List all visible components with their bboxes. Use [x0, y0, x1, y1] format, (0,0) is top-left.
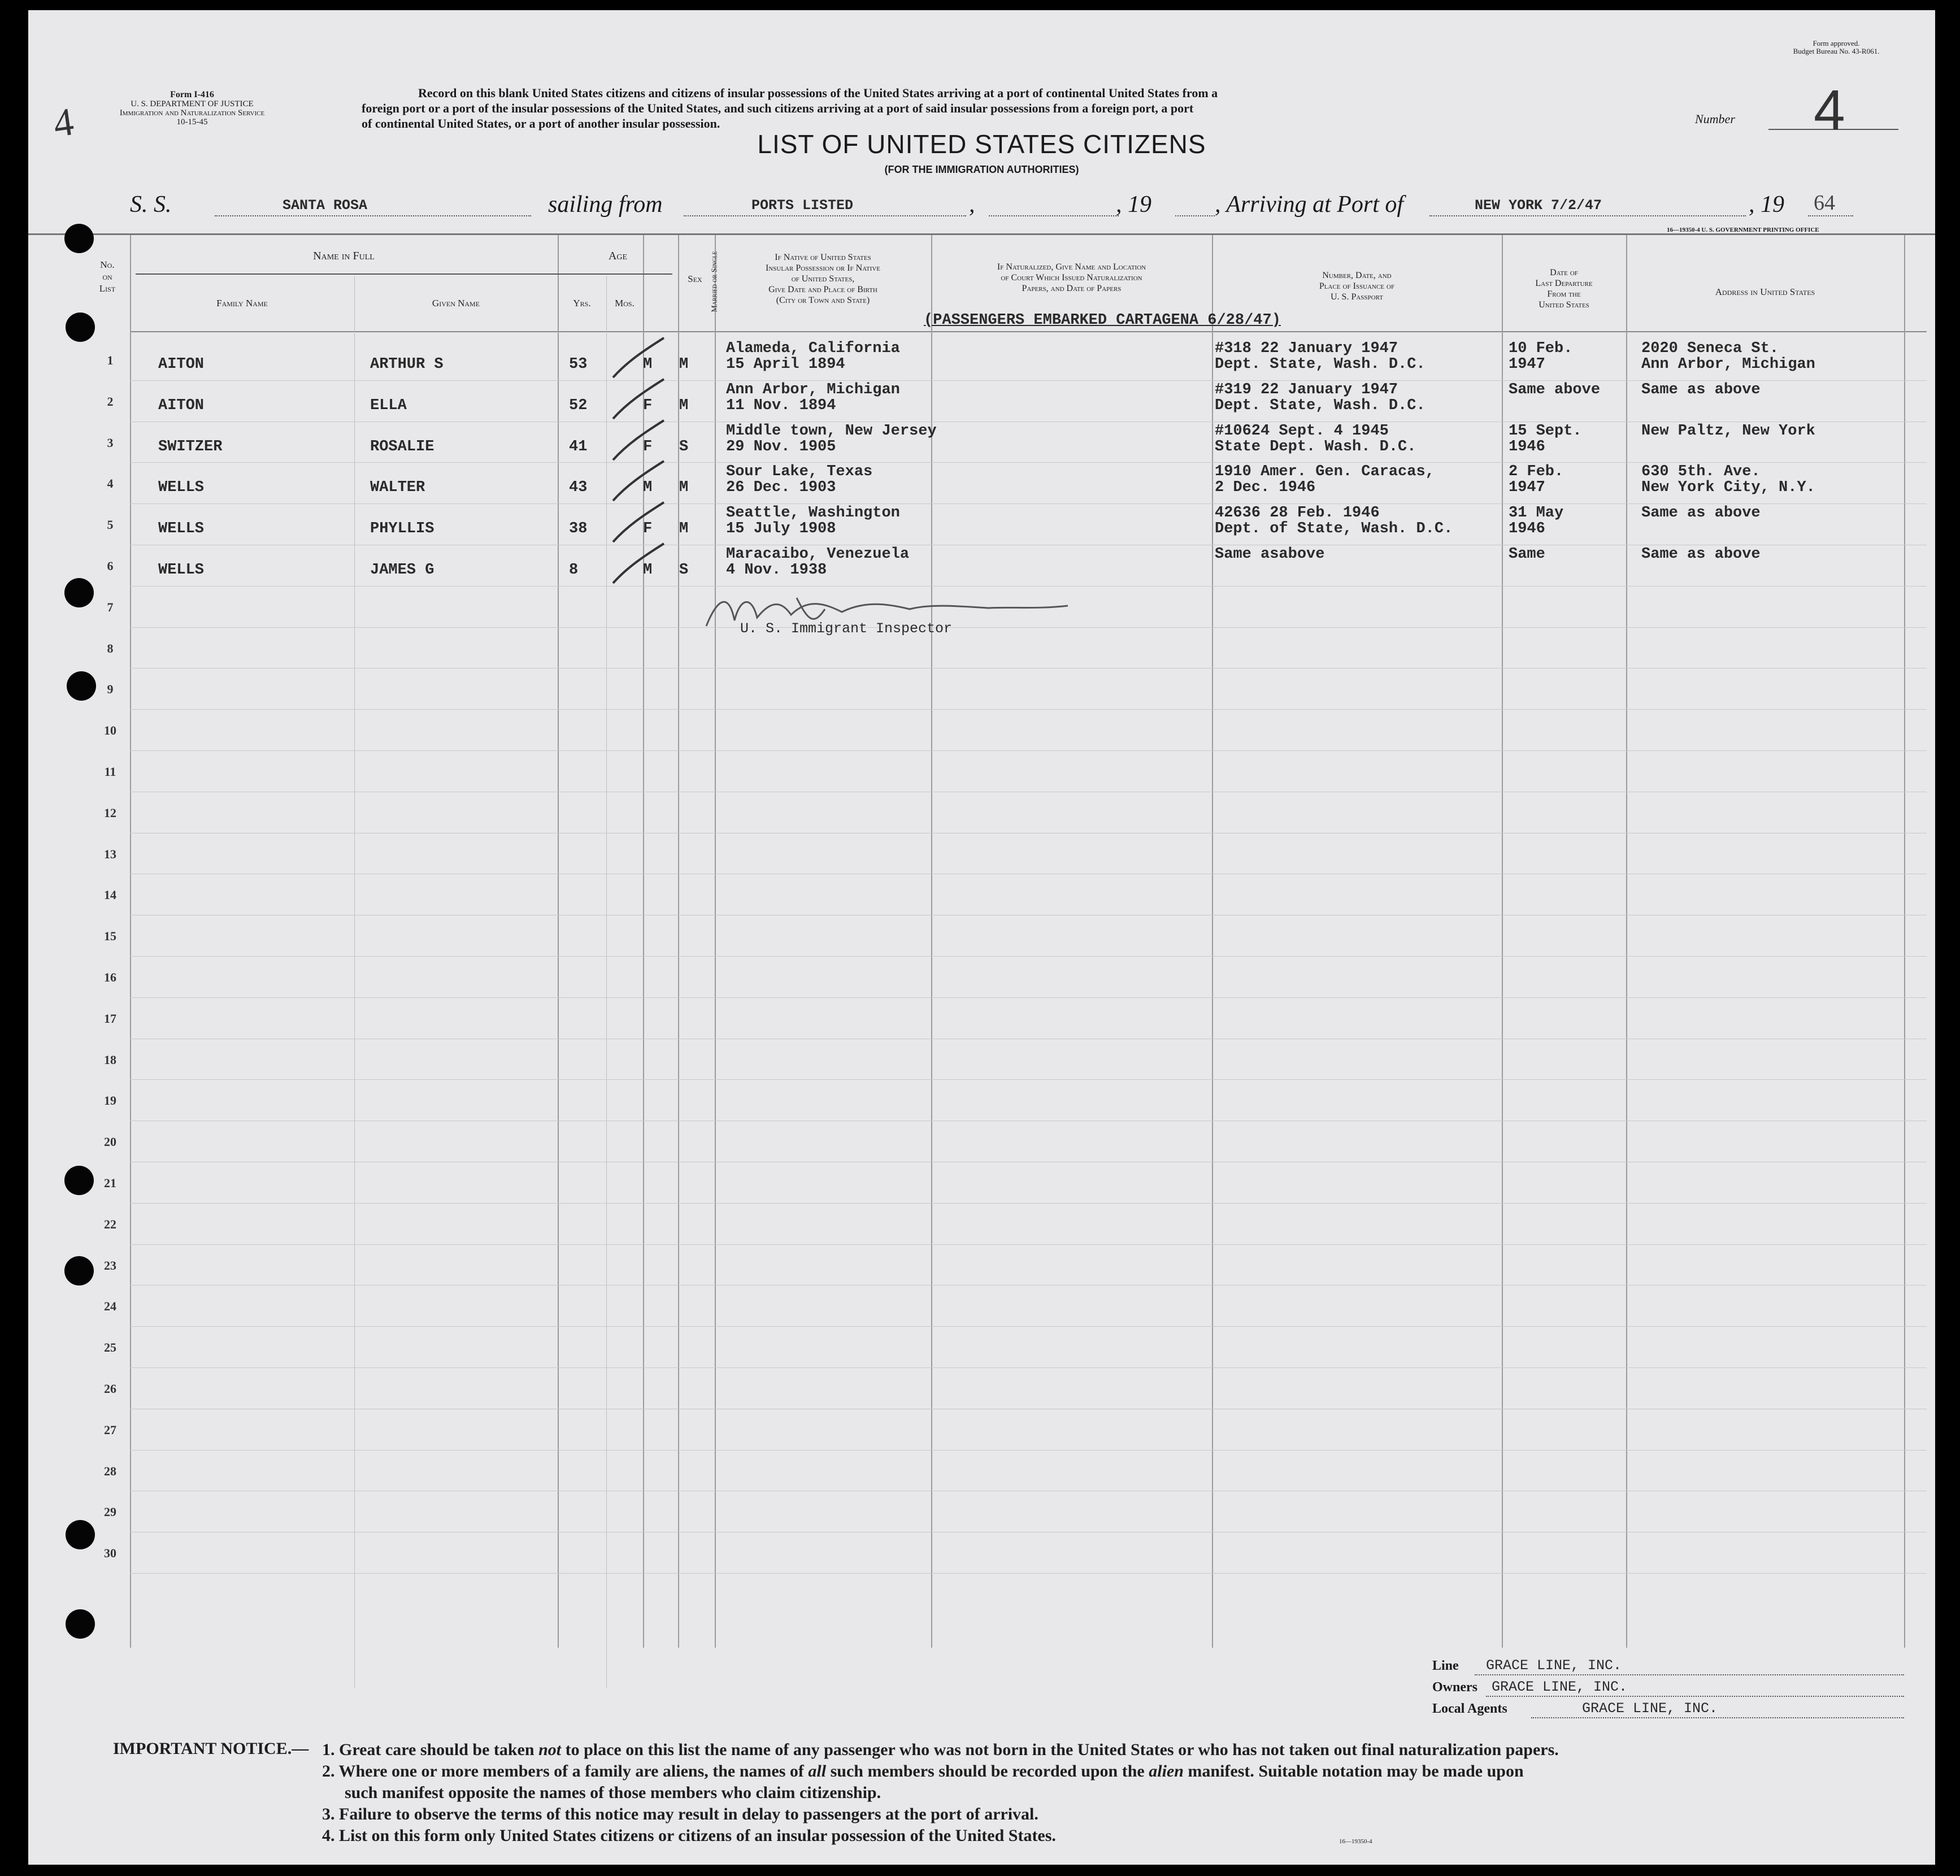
passenger-passport-number: #10624 Sept. 4 1945 — [1215, 422, 1389, 440]
year-fill-1 — [1175, 194, 1215, 216]
passenger-departure-date: Same above — [1509, 381, 1601, 398]
col-rule-native — [931, 235, 932, 1648]
passenger-passport-issuance: 2 Dec. 1946 — [1215, 479, 1316, 497]
passenger-birthdate: 15 July 1908 — [726, 520, 836, 538]
passenger-birthdate: 29 Nov. 1905 — [726, 438, 836, 455]
passenger-departure-date: 31 May — [1509, 505, 1564, 522]
header-nat-line-1: If Naturalized, Give Name and Location — [997, 262, 1146, 272]
header-no-line-1: No. — [100, 259, 115, 270]
ss-label: S. S. — [130, 192, 172, 218]
notice-item-2-cont: such manifest opposite the names of those members who claim citizenship. — [345, 1783, 881, 1802]
passenger-address-line-2: New York City, N.Y. — [1641, 479, 1815, 497]
row-number: 3 — [107, 435, 114, 450]
header-native-line-3: of United States, — [791, 274, 855, 284]
passenger-departure-year: 1946 — [1509, 438, 1545, 455]
row-number: 14 — [104, 888, 116, 902]
row-number: 13 — [104, 846, 116, 861]
passenger-sex: F — [643, 520, 653, 538]
row-number: 19 — [104, 1093, 116, 1108]
passenger-age-years: 8 — [569, 562, 579, 579]
year-suffix: 64 — [1814, 191, 1835, 215]
intro-text — [362, 85, 1650, 131]
comma-1: , — [969, 192, 975, 218]
passenger-departure-year: 1947 — [1509, 356, 1545, 373]
header-age: Age — [608, 250, 628, 262]
header-passport-line-2: Place of Issuance of — [1319, 281, 1395, 291]
header-mos: Mos. — [615, 298, 634, 309]
passenger-family-name: AITON — [158, 397, 205, 414]
row-number: 11 — [104, 765, 116, 779]
intro-line-3: of continental United States, or a port of another insular possession. — [362, 116, 720, 131]
page-subtitle: (FOR THE IMMIGRATION AUTHORITIES) — [884, 164, 1079, 175]
header-given-name: Given Name — [432, 298, 480, 309]
passenger-address-line-1: Same as above — [1641, 546, 1761, 563]
passenger-sex: M — [643, 562, 653, 579]
passenger-marital-status: M — [679, 397, 689, 414]
notice-heading: IMPORTANT NOTICE.— — [113, 1739, 309, 1758]
row-rule — [130, 1573, 1927, 1574]
arriving-label: , Arriving at Port of — [1215, 192, 1404, 218]
binder-hole — [64, 1256, 94, 1286]
notice-item-2 — [322, 1761, 1559, 1782]
row-number: 23 — [104, 1258, 116, 1273]
row-rule — [130, 1450, 1927, 1451]
passenger-passport-issuance: Dept. of State, Wash. D.C. — [1215, 520, 1453, 538]
date-fill-1 — [989, 194, 1119, 216]
passenger-departure-year: 1947 — [1509, 479, 1545, 497]
header-dep-line-1: Date of — [1550, 268, 1578, 277]
notice-2c: such members should be recorded upon the — [826, 1762, 1149, 1781]
passenger-family-name: WELLS — [158, 479, 205, 497]
col-rule-passport — [1502, 235, 1503, 1648]
passenger-departure-date: 10 Feb. — [1509, 340, 1573, 357]
passenger-given-name: ELLA — [370, 397, 407, 414]
notice-item-1 — [322, 1739, 1559, 1761]
row-number: 16 — [104, 970, 116, 984]
header-passport-line-1: Number, Date, and — [1322, 271, 1392, 280]
header-naturalized — [931, 262, 1212, 294]
row-number: 6 — [107, 559, 114, 573]
year-prefix-2: , 19 — [1749, 192, 1784, 218]
passenger-departure-date: Same — [1509, 546, 1545, 563]
row-rule — [130, 997, 1927, 998]
passenger-marital-status: S — [679, 438, 689, 455]
owners-value: GRACE LINE, INC. — [1492, 1679, 1628, 1695]
passenger-family-name: SWITZER — [158, 438, 223, 455]
passenger-age-years: 53 — [569, 356, 588, 373]
row-number: 15 — [104, 929, 116, 944]
tally-stroke — [605, 539, 672, 590]
header-departure — [1502, 267, 1626, 310]
passenger-address-line-1: New Paltz, New York — [1641, 422, 1815, 440]
passenger-birthplace: Ann Arbor, Michigan — [726, 381, 900, 398]
header-native-line-1: If Native of United States — [775, 253, 871, 262]
owners-label: Owners — [1432, 1680, 1477, 1695]
row-rule — [130, 1079, 1927, 1080]
passenger-birthplace: Maracaibo, Venezuela — [726, 546, 910, 563]
notice-2a: 2. Where one or more members of a family are aliens, the names of — [322, 1762, 809, 1781]
row-rule — [130, 709, 1927, 710]
row-number: 21 — [104, 1176, 116, 1190]
passenger-birthdate: 26 Dec. 1903 — [726, 479, 836, 497]
intro-line-2: foreign port or a port of the insular possessions of the United States, and such citizens arriving at a port of said insular possessions from a foreign port, a port — [362, 101, 1194, 115]
binder-hole — [64, 224, 94, 253]
passenger-sex: M — [643, 356, 653, 373]
form-department: U. S. DEPARTMENT OF JUSTICE — [131, 99, 254, 108]
notice-1c: to place on this list the name of any passenger who was not born in the United States or who has not taken out final naturalization papers. — [561, 1740, 1559, 1759]
header-married-single: Married or Single — [710, 251, 719, 312]
header-no-on-list — [85, 259, 130, 294]
row-number: 8 — [107, 641, 114, 655]
binder-hole — [67, 671, 96, 701]
passenger-age-years: 41 — [569, 438, 588, 455]
number-value: 4 — [1814, 79, 1845, 142]
embark-note: (PASSENGERS EMBARKED CARTAGENA 6/28/47) — [924, 312, 1281, 329]
notice-item-3: 3. Failure to observe the terms of this notice may result in delay to passengers at the port of arrival. — [322, 1805, 1038, 1823]
agents-label: Local Agents — [1432, 1701, 1507, 1716]
header-dep-line-4: United States — [1539, 300, 1589, 310]
passenger-birthplace: Alameda, California — [726, 340, 900, 357]
passenger-age-years: 38 — [569, 520, 588, 538]
row-number: 26 — [104, 1382, 116, 1396]
passenger-sex: M — [643, 479, 653, 497]
page-title: LIST OF UNITED STATES CITIZENS — [757, 129, 1206, 159]
col-rule-family — [354, 276, 355, 1688]
approval-line-2: Budget Bureau No. 43-R061. — [1793, 47, 1880, 55]
approval-line-1: Form approved. — [1813, 39, 1860, 47]
passenger-marital-status: M — [679, 520, 689, 538]
header-dep-line-2: Last Departure — [1535, 279, 1593, 288]
notice-2e: manifest. Suitable notation may be made upon — [1183, 1762, 1524, 1781]
passenger-birthdate: 11 Nov. 1894 — [726, 397, 836, 414]
footer-code: 16—19350-4 — [1339, 1838, 1372, 1845]
header-native-line-5: (City or Town and State) — [776, 296, 870, 305]
line-value: GRACE LINE, INC. — [1486, 1657, 1622, 1674]
passenger-given-name: ARTHUR S — [370, 356, 444, 373]
binder-hole — [66, 1520, 95, 1549]
row-number: 30 — [104, 1546, 116, 1561]
passenger-address-line-1: Same as above — [1641, 381, 1761, 398]
passenger-given-name: PHYLLIS — [370, 520, 434, 538]
binder-hole — [64, 578, 94, 607]
form-service: Immigration and Naturalization Service — [119, 108, 265, 118]
row-number: 27 — [104, 1422, 116, 1437]
ship-fill — [215, 194, 531, 216]
passenger-marital-status: M — [679, 479, 689, 497]
header-name-rule — [136, 273, 672, 275]
year-fill-2 — [1808, 191, 1853, 216]
passenger-passport-number: 42636 28 Feb. 1946 — [1215, 505, 1380, 522]
passenger-passport-issuance: Dept. State, Wash. D.C. — [1215, 356, 1426, 373]
header-no-line-3: List — [99, 283, 116, 294]
row-rule — [130, 956, 1927, 957]
col-rule-given — [558, 235, 559, 1648]
passenger-birthplace: Seattle, Washington — [726, 505, 900, 522]
row-number: 29 — [104, 1505, 116, 1519]
passenger-given-name: JAMES G — [370, 562, 434, 579]
passenger-age-years: 43 — [569, 479, 588, 497]
row-number: 18 — [104, 1052, 116, 1067]
row-rule — [130, 1285, 1927, 1286]
passenger-passport-issuance: State Dept. Wash. D.C. — [1215, 438, 1416, 455]
passenger-passport-number: #318 22 January 1947 — [1215, 340, 1398, 357]
passenger-passport-issuance: Dept. State, Wash. D.C. — [1215, 397, 1426, 414]
row-number: 5 — [107, 518, 114, 532]
row-rule — [130, 1203, 1927, 1204]
row-rule — [130, 750, 1927, 751]
passenger-given-name: WALTER — [370, 479, 425, 497]
passenger-birthplace: Sour Lake, Texas — [726, 463, 873, 481]
header-yrs: Yrs. — [573, 298, 591, 309]
row-number: 28 — [104, 1464, 116, 1478]
passenger-address-line-1: 2020 Seneca St. — [1641, 340, 1779, 357]
binder-hole — [64, 1166, 94, 1195]
agents-value: GRACE LINE, INC. — [1582, 1700, 1718, 1717]
approval-block — [1740, 40, 1932, 55]
ship-name: SANTA ROSA — [283, 197, 368, 214]
header-family-name: Family Name — [216, 298, 268, 309]
notice-2d: alien — [1149, 1762, 1184, 1781]
passenger-departure-date: 2 Feb. — [1509, 463, 1564, 481]
printer-mark: 16—19350-4 U. S. GOVERNMENT PRINTING OFFICE — [1667, 227, 1819, 233]
row-number: 22 — [104, 1217, 116, 1231]
header-dep-line-3: From the — [1547, 289, 1581, 299]
header-native-line-2: Insular Possession or If Native — [766, 263, 880, 273]
passenger-birthdate: 15 April 1894 — [726, 356, 845, 373]
col-rule-naturalized — [1212, 235, 1213, 1648]
form-date: 10-15-45 — [176, 118, 208, 127]
passenger-passport-number: 1910 Amer. Gen. Caracas, — [1215, 463, 1435, 481]
number-label: Number — [1695, 112, 1735, 126]
header-nat-line-2: of Court Which Issued Naturalization — [1001, 273, 1142, 283]
agents-fill — [1531, 1700, 1904, 1718]
passenger-sex: F — [643, 397, 653, 414]
passenger-departure-year: 1946 — [1509, 520, 1545, 538]
binder-hole — [66, 312, 95, 342]
notice-1b: not — [538, 1740, 562, 1759]
passenger-given-name: ROSALIE — [370, 438, 434, 455]
form-number: Form I-416 — [170, 90, 214, 99]
row-number: 10 — [104, 723, 116, 738]
passenger-departure-date: 15 Sept. — [1509, 422, 1582, 440]
passenger-family-name: WELLS — [158, 520, 205, 538]
sailing-from-label: sailing from — [548, 192, 663, 218]
form-block — [107, 90, 277, 127]
from-fill — [684, 194, 966, 216]
margin-handwritten-mark: 4 — [50, 99, 77, 146]
col-rule-departure — [1626, 235, 1627, 1648]
header-no-line-2: on — [102, 271, 112, 282]
owners-fill — [1486, 1679, 1904, 1697]
row-rule — [130, 503, 1927, 504]
row-number: 1 — [107, 353, 114, 367]
line-label: Line — [1432, 1658, 1459, 1673]
intro-line-1: Record on this blank United States citizens and citizens of insular possessions of the United States arriving at a port of continental United States from a — [418, 86, 1218, 100]
from-port: PORTS LISTED — [751, 197, 854, 214]
header-native — [715, 252, 931, 306]
year-prefix-1: , 19 — [1116, 192, 1151, 218]
header-passport — [1212, 270, 1502, 302]
col-rule-address — [1904, 235, 1905, 1648]
passenger-birthdate: 4 Nov. 1938 — [726, 562, 827, 579]
manifest-sheet — [28, 10, 1935, 1865]
arrival-port: NEW YORK 7/2/47 — [1475, 197, 1602, 214]
port-fill — [1429, 194, 1746, 216]
passenger-passport-number: Same asabove — [1215, 546, 1325, 563]
passenger-marital-status: M — [679, 356, 689, 373]
passenger-sex: F — [643, 438, 653, 455]
row-number: 4 — [107, 476, 114, 491]
row-rule — [130, 1367, 1927, 1368]
header-nat-line-3: Papers, and Date of Papers — [1022, 284, 1122, 293]
passenger-address-line-1: Same as above — [1641, 505, 1761, 522]
row-number: 25 — [104, 1340, 116, 1355]
passenger-birthplace: Middle town, New Jersey — [726, 422, 937, 440]
passenger-family-name: AITON — [158, 356, 205, 373]
row-rule — [130, 462, 1927, 463]
notice-1a: 1. Great care should be taken — [322, 1740, 539, 1759]
row-number: 12 — [104, 805, 116, 820]
row-rule — [130, 1244, 1927, 1245]
line-fill — [1475, 1657, 1904, 1675]
row-number: 24 — [104, 1299, 116, 1314]
header-passport-line-3: U. S. Passport — [1331, 292, 1383, 302]
passenger-passport-number: #319 22 January 1947 — [1215, 381, 1398, 398]
table-top-rule — [28, 233, 1935, 235]
row-number: 17 — [104, 1011, 116, 1026]
notice-item-4: 4. List on this form only United States citizens or citizens of an insular possession of the United States. — [322, 1826, 1056, 1845]
header-native-line-4: Give Date and Place of Birth — [768, 285, 877, 294]
header-sex: Sex — [688, 273, 702, 284]
row-number: 20 — [104, 1135, 116, 1149]
notice-items — [322, 1739, 1559, 1847]
header-address: Address in United States — [1715, 286, 1815, 297]
row-number: 2 — [107, 394, 114, 409]
passenger-age-years: 52 — [569, 397, 588, 414]
col-rule-married — [715, 235, 716, 1648]
passenger-address-line-2: Ann Arbor, Michigan — [1641, 356, 1815, 373]
inspector-title: U. S. Immigrant Inspector — [740, 620, 953, 637]
passenger-marital-status: S — [679, 562, 689, 579]
binder-hole — [66, 1609, 95, 1639]
header-name-in-full: Name in Full — [313, 250, 375, 262]
notice-2b: all — [808, 1762, 827, 1781]
passenger-family-name: WELLS — [158, 562, 205, 579]
table-header-rule — [130, 331, 1927, 332]
row-number: 7 — [107, 600, 114, 614]
passenger-address-line-1: 630 5th. Ave. — [1641, 463, 1761, 481]
row-rule — [130, 1326, 1927, 1327]
row-number: 9 — [107, 682, 114, 697]
